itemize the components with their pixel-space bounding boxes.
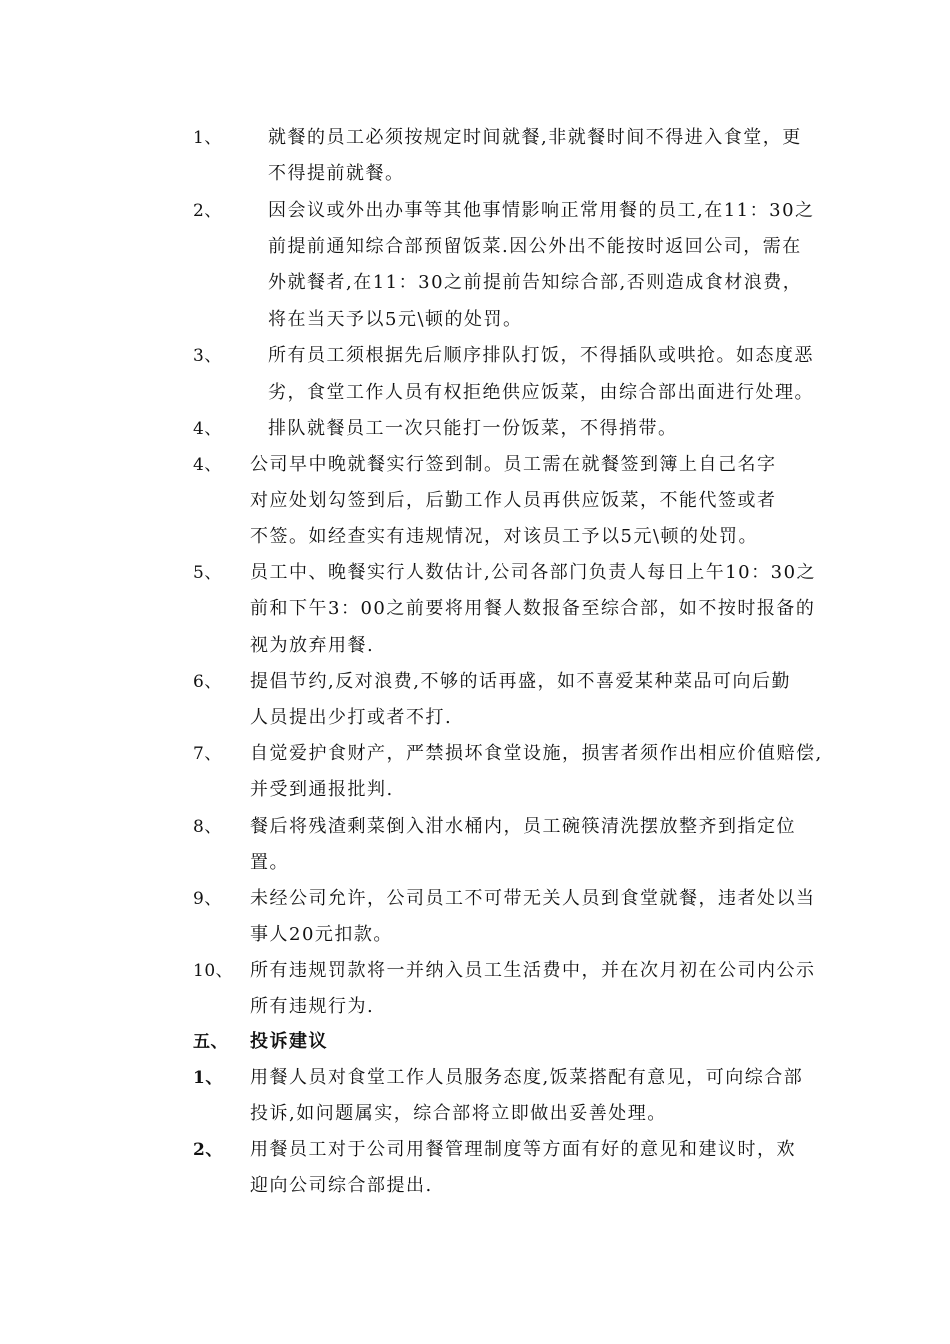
rule-number: 8、 xyxy=(193,817,222,837)
rule-text-line: 对应处划勾签到后，后勤工作人员再供应饭菜，不能代签或者 xyxy=(250,490,777,511)
rule-text-line: 前提前通知综合部预留饭菜.因公外出不能按时返回公司，需在 xyxy=(268,236,802,257)
suggestion-text-line: 迎向公司综合部提出. xyxy=(250,1175,433,1196)
rule-text-line: 因会议或外出办事等其他事情影响正常用餐的员工,在11：30之 xyxy=(268,200,815,221)
rule-text-line: 餐后将残渣剩菜倒入泔水桶内，员工碗筷清洗摆放整齐到指定位 xyxy=(250,816,796,837)
rule-text-line: 劣，食堂工作人员有权拒绝供应饭菜，由综合部出面进行处理。 xyxy=(268,382,814,403)
rule-number: 3、 xyxy=(193,346,222,366)
rule-number: 1、 xyxy=(193,128,222,148)
rule-text-line: 置。 xyxy=(250,852,289,873)
rule-text-line: 自觉爱护食财产，严禁损坏食堂设施，损害者须作出相应价值赔偿, xyxy=(250,743,823,764)
rule-text-line: 公司早中晚就餐实行签到制。员工需在就餐签到簿上自己名字 xyxy=(250,454,777,475)
suggestion-number: 2、 xyxy=(193,1140,223,1160)
rule-text-line: 事人20元扣款。 xyxy=(250,924,393,945)
rule-text-line: 视为放弃用餐. xyxy=(250,635,375,656)
rule-text-line: 员工中、晚餐实行人数估计,公司各部门负责人每日上午10：30之 xyxy=(250,562,817,583)
rule-number: 7、 xyxy=(193,744,222,764)
rule-number: 9、 xyxy=(193,889,222,909)
rule-text-line: 排队就餐员工一次只能打一份饭菜，不得捎带。 xyxy=(268,418,678,439)
rule-text-line: 未经公司允许，公司员工不可带无关人员到食堂就餐，违者处以当 xyxy=(250,888,816,909)
section-number: 五、 xyxy=(193,1032,228,1052)
rule-text-line: 不签。如经查实有违规情况，对该员工予以5元\顿的处罚。 xyxy=(250,526,759,547)
rule-text-line: 人员提出少打或者不打. xyxy=(250,707,453,728)
rule-number: 10、 xyxy=(193,961,234,981)
suggestion-number: 1、 xyxy=(193,1068,223,1088)
rule-text-line: 外就餐者,在11：30之前提前告知综合部,否则造成食材浪费， xyxy=(268,272,803,293)
rule-number: 4、 xyxy=(193,455,222,475)
rule-number: 4、 xyxy=(193,419,222,439)
rule-text-line: 提倡节约,反对浪费,不够的话再盛，如不喜爱某种菜品可向后勤 xyxy=(250,671,791,692)
rule-text-line: 所有违规行为. xyxy=(250,996,375,1017)
suggestion-text-line: 用餐员工对于公司用餐管理制度等方面有好的意见和建议时，欢 xyxy=(250,1139,796,1160)
suggestion-text-line: 用餐人员对食堂工作人员服务态度,饭菜搭配有意见，可向综合部 xyxy=(250,1067,804,1088)
rule-text-line: 并受到通报批判. xyxy=(250,779,394,800)
rule-text-line: 前和下午3：00之前要将用餐人数报备至综合部，如不按时报备的 xyxy=(250,598,816,619)
rule-number: 2、 xyxy=(193,201,222,221)
section-title: 投诉建议 xyxy=(250,1031,328,1052)
rule-text-line: 就餐的员工必须按规定时间就餐,非就餐时间不得进入食堂，更 xyxy=(268,127,802,148)
rule-text-line: 所有员工须根据先后顺序排队打饭，不得插队或哄抢。如态度恶 xyxy=(268,345,814,366)
rule-number: 6、 xyxy=(193,672,222,692)
rule-text-line: 不得提前就餐。 xyxy=(268,163,405,184)
rule-number: 5、 xyxy=(193,563,222,583)
suggestion-text-line: 投诉,如问题属实，综合部将立即做出妥善处理。 xyxy=(250,1103,667,1124)
rule-text-line: 将在当天予以5元\顿的处罚。 xyxy=(268,309,523,330)
rule-text-line: 所有违规罚款将一并纳入员工生活费中，并在次月初在公司内公示 xyxy=(250,960,816,981)
